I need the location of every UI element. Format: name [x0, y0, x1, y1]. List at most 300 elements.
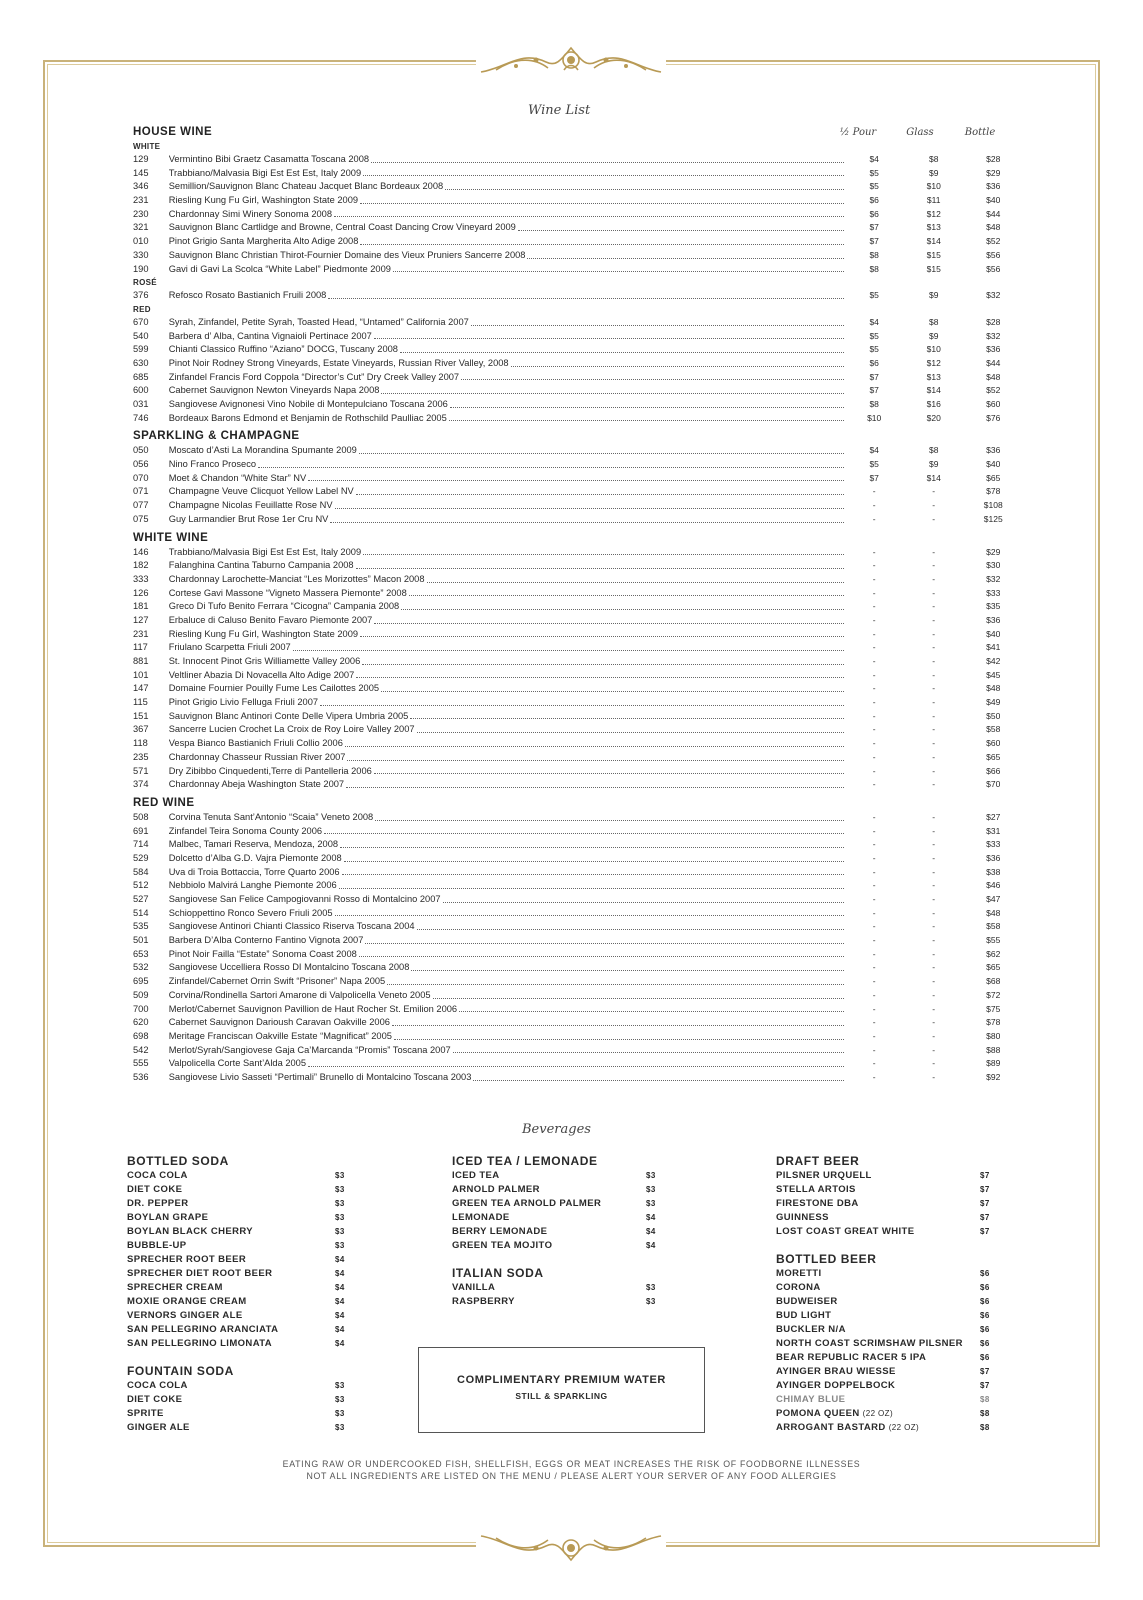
wine-name-cell — [169, 546, 845, 560]
beverage-section-title: ICED TEA / LEMONADE — [452, 1154, 598, 1168]
price-bottle: $60 — [986, 399, 1001, 409]
wine-name-cell — [169, 485, 845, 499]
wine-name-cell — [169, 893, 845, 907]
wine-row — [133, 499, 1023, 513]
wine-code: 509 — [133, 989, 149, 1000]
beverage-price: $7 — [980, 1367, 990, 1376]
beverage-name: LOST COAST GREAT WHITE — [776, 1226, 915, 1237]
wine-code: 881 — [133, 656, 149, 666]
price-glass: $8 — [928, 154, 939, 164]
beverage-name-cell — [776, 1169, 980, 1183]
disclaimer-line: NOT ALL INGREDIENTS ARE LISTED ON THE MENU / PLEASE ALERT YOUR SERVER OF ANY FOOD ALLERGIES — [306, 1471, 837, 1481]
wine-code: 127 — [133, 614, 149, 625]
price-half-pour: $5 — [869, 167, 879, 178]
price-bottle: $36 — [986, 181, 1001, 192]
beverage-section-title: BOTTLED BEER — [776, 1252, 877, 1266]
wine-code: 070 — [133, 472, 149, 483]
bottom-ornament-icon — [476, 1528, 666, 1568]
beverage-name: BEAR REPUBLIC RACER 5 IPA — [776, 1352, 927, 1363]
price-half-pour: - — [872, 852, 876, 863]
price-glass: - — [932, 852, 936, 863]
price-bottle: $32 — [986, 290, 1001, 301]
wine-code: 182 — [133, 560, 149, 571]
price-bottle: $48 — [986, 371, 1001, 382]
beverage-item — [127, 1239, 349, 1253]
dot-leader — [527, 249, 844, 259]
wine-name: Pinot Grigio Santa Margherita Alto Adige 2008 — [168, 236, 359, 247]
price-half-pour: - — [872, 614, 876, 625]
price-bottle: $52 — [986, 236, 1001, 247]
beverage-price: $6 — [980, 1325, 990, 1334]
price-glass: $8 — [928, 445, 939, 456]
wine-code: 230 — [133, 208, 149, 219]
dot-leader — [394, 1030, 844, 1040]
allergy-disclaimer — [100, 1458, 1043, 1482]
beverage-price: $4 — [646, 1213, 656, 1222]
beverage-price: $4 — [335, 1325, 345, 1334]
wine-name: Dry Zibibbo Cinquedenti,Terre di Pantelleria 2006 — [168, 765, 372, 776]
beverage-name: DIET COKE — [127, 1184, 183, 1195]
price-bottle: $108 — [983, 500, 1003, 511]
wine-name: Sauvignon Blanc Christian Thirot-Fournier Domaine des Vieux Pruniers Sancerre 2008 — [168, 249, 526, 260]
dot-leader — [347, 751, 844, 761]
beverage-price: $3 — [335, 1199, 345, 1208]
wine-code: 501 — [133, 935, 149, 946]
wine-code: 512 — [133, 880, 149, 891]
price-bottle: $65 — [986, 751, 1001, 762]
wine-name: Moscato d’Asti La Morandina Spumante 2009 — [168, 445, 357, 456]
price-half-pour: - — [872, 880, 876, 891]
beverage-price: $7 — [980, 1185, 990, 1194]
dot-leader — [371, 153, 844, 163]
wine-name: Uva di Troia Bottaccia, Torre Quarto 2006 — [168, 866, 340, 877]
price-glass: $11 — [926, 195, 941, 206]
price-bottle: $80 — [986, 1030, 1001, 1041]
wine-row — [133, 1071, 1023, 1085]
wine-code: 333 — [133, 573, 149, 584]
beverage-name: LEMONADE — [452, 1212, 510, 1223]
beverage-name: PILSNER URQUELL — [776, 1170, 872, 1181]
beverage-name-cell — [127, 1323, 335, 1337]
wine-row — [133, 723, 1023, 737]
price-glass: - — [932, 907, 936, 918]
price-bottle: $27 — [986, 811, 1001, 822]
wine-name: Greco Di Tufo Benito Ferrara “Cicogna” Campania 2008 — [168, 601, 400, 612]
dot-leader — [342, 866, 845, 876]
wine-code: 746 — [133, 412, 149, 423]
dot-leader — [410, 710, 844, 720]
beverage-name: SAN PELLEGRINO ARANCIATA — [127, 1324, 279, 1335]
wine-row — [133, 221, 1023, 235]
wine-row — [133, 208, 1023, 222]
price-glass: - — [932, 894, 936, 904]
wine-name: Barbera D’Alba Conterno Fantino Vignota 2007 — [168, 935, 364, 946]
price-half-pour: - — [872, 724, 876, 735]
wine-code: 542 — [133, 1044, 149, 1055]
beverage-name: BERRY LEMONADE — [452, 1226, 548, 1237]
wine-row — [133, 682, 1023, 696]
beverage-item — [127, 1183, 349, 1197]
dot-leader — [360, 235, 844, 245]
beverage-name-cell — [452, 1197, 646, 1211]
price-half-pour: $7 — [869, 371, 879, 382]
beverage-price: $3 — [335, 1381, 345, 1390]
beverage-name-cell — [776, 1309, 980, 1323]
wine-name: Cortese Gavi Massone “Vigneto Massera Piemonte” 2008 — [168, 587, 407, 598]
beverage-name-cell — [452, 1239, 646, 1253]
wine-code: 077 — [133, 500, 149, 511]
price-bottle: $29 — [986, 546, 1001, 557]
wine-name-cell — [169, 289, 845, 303]
wine-name-cell — [169, 559, 845, 573]
wine-name: Semillion/Sauvignon Blanc Chateau Jacquet Blanc Bordeaux 2008 — [168, 181, 444, 192]
wine-name: Pinot Noir Rodney Strong Vineyards, Estate Vineyards, Russian River Valley, 2008 — [168, 357, 509, 368]
wine-name-cell — [169, 1044, 845, 1058]
price-bottle: $32 — [986, 573, 1001, 584]
beverage-name: GINGER ALE — [127, 1422, 190, 1433]
wine-name-cell — [169, 948, 845, 962]
wine-name-cell — [169, 920, 845, 934]
price-glass: $13 — [926, 222, 941, 233]
dot-leader — [308, 472, 844, 482]
dot-leader — [427, 573, 845, 583]
dot-leader — [445, 180, 844, 190]
wine-row — [133, 444, 1023, 458]
beverage-name: VERNORS GINGER ALE — [127, 1310, 243, 1321]
price-bottle: $44 — [986, 357, 1001, 368]
price-glass: - — [932, 683, 936, 694]
wine-code: 535 — [133, 921, 149, 932]
wine-code: 151 — [133, 710, 149, 721]
wine-code: 071 — [133, 486, 149, 497]
beverage-name-cell — [776, 1197, 980, 1211]
price-bottle: $40 — [986, 459, 1001, 470]
dot-leader — [461, 371, 844, 381]
dot-leader — [345, 737, 845, 747]
price-bottle: $36 — [986, 852, 1001, 863]
price-half-pour: - — [872, 513, 876, 524]
price-bottle: $36 — [986, 445, 1001, 456]
wine-row — [133, 893, 1023, 907]
wine-name: Barbera d’ Alba, Cantina Vignaioli Pertinace 2007 — [168, 330, 372, 341]
price-half-pour: - — [872, 546, 876, 557]
wine-name-cell — [169, 852, 845, 866]
wine-row — [133, 559, 1023, 573]
water-subtitle: STILL & SPARKLING — [515, 1391, 608, 1401]
wine-name-cell — [169, 587, 845, 601]
price-glass: - — [932, 601, 936, 612]
wine-row — [133, 920, 1023, 934]
wine-name: Riesling Kung Fu Girl, Washington State 2009 — [168, 628, 359, 639]
beverage-price: $4 — [335, 1339, 345, 1348]
wine-name-cell — [169, 751, 845, 765]
wine-code: 235 — [133, 751, 149, 762]
dot-leader — [334, 208, 844, 218]
price-half-pour: - — [872, 935, 876, 946]
dot-leader — [471, 316, 845, 326]
beverage-price: $4 — [335, 1283, 345, 1292]
beverage-item — [452, 1239, 660, 1253]
complimentary-water-box — [418, 1347, 705, 1433]
price-half-pour: $8 — [869, 399, 879, 409]
beverage-item — [127, 1295, 349, 1309]
beverage-name-cell — [776, 1421, 980, 1435]
price-bottle: $35 — [986, 601, 1001, 612]
price-half-pour: - — [872, 642, 876, 653]
wine-code: 330 — [133, 249, 149, 260]
wine-name: Zinfandel/Cabernet Orrin Swift “Prisoner” Napa 2005 — [168, 976, 386, 987]
beverage-name: ARNOLD PALMER — [452, 1184, 540, 1195]
dot-leader — [450, 398, 845, 408]
wine-row — [133, 641, 1023, 655]
price-half-pour: - — [872, 976, 876, 987]
dot-leader — [449, 412, 845, 422]
wine-code: 508 — [133, 811, 149, 822]
price-half-pour: $5 — [869, 459, 879, 470]
wine-code: 374 — [133, 779, 149, 790]
beverage-item — [776, 1393, 994, 1407]
beverage-item — [776, 1421, 994, 1435]
wine-name: Meritage Franciscan Oakville Estate “Magnificat” 2005 — [168, 1030, 392, 1041]
price-half-pour: $5 — [869, 181, 879, 192]
wine-name: Domaine Fournier Pouilly Fume Les Cailottes 2005 — [168, 683, 380, 694]
price-bottle: $31 — [986, 825, 1001, 836]
wine-code: 129 — [133, 154, 149, 164]
wine-code: 117 — [133, 642, 148, 653]
dot-leader — [473, 1071, 844, 1081]
wine-code: 118 — [133, 738, 148, 749]
beverage-price: $3 — [646, 1297, 656, 1306]
wine-name-cell — [169, 343, 845, 357]
beverage-column-beer — [776, 1153, 994, 1435]
beverage-price: $6 — [980, 1339, 990, 1348]
wine-name-cell — [169, 221, 845, 235]
beverage-name-cell — [127, 1337, 335, 1351]
wine-row — [133, 1003, 1023, 1017]
wine-name-cell — [169, 1071, 845, 1085]
beverage-item — [776, 1337, 994, 1351]
dot-leader — [518, 221, 845, 231]
wine-name-cell — [169, 208, 845, 222]
price-glass: - — [932, 1017, 936, 1028]
beverage-price: $3 — [335, 1171, 345, 1180]
beverage-item — [127, 1309, 349, 1323]
beverage-name-cell — [452, 1183, 646, 1197]
wine-name-cell — [169, 655, 845, 669]
beverage-price: $3 — [646, 1171, 656, 1180]
wine-name: Friulano Scarpetta Friuli 2007 — [168, 642, 291, 653]
dot-leader — [374, 330, 845, 340]
dot-leader — [374, 765, 845, 775]
dot-leader — [381, 384, 844, 394]
beverage-item — [127, 1267, 349, 1281]
wine-code: 685 — [133, 371, 149, 382]
price-half-pour: - — [872, 560, 876, 571]
col-head-bottle: Bottle — [964, 127, 996, 138]
wine-code: 700 — [133, 1003, 149, 1014]
price-bottle: $88 — [986, 1044, 1001, 1055]
wine-list-title: Wine List — [528, 103, 591, 118]
beverage-name: CHIMAY BLUE — [776, 1394, 846, 1405]
beverage-price: $3 — [646, 1283, 656, 1292]
beverage-name: GREEN TEA MOJITO — [452, 1240, 553, 1251]
price-half-pour: - — [872, 825, 876, 836]
beverage-size-note: (22 OZ) — [888, 1423, 920, 1432]
wine-row — [133, 628, 1023, 642]
wine-row — [133, 587, 1023, 601]
price-bottle: $30 — [986, 560, 1001, 571]
wine-name: Cabernet Sauvignon Newton Vineyards Napa 2008 — [168, 385, 380, 396]
price-bottle: $29 — [986, 167, 1001, 178]
beverage-item — [127, 1323, 349, 1337]
beverage-item — [776, 1379, 994, 1393]
price-half-pour: - — [872, 948, 876, 959]
beverage-price: $4 — [335, 1255, 345, 1264]
wine-name-cell — [169, 961, 845, 975]
wine-row — [133, 737, 1023, 751]
beverage-price: $3 — [646, 1185, 656, 1194]
price-bottle: $78 — [986, 486, 1001, 497]
wine-row — [133, 194, 1023, 208]
wine-name-cell — [169, 1030, 845, 1044]
beverage-price: $3 — [335, 1395, 345, 1404]
price-bottle: $46 — [986, 880, 1001, 891]
price-glass: - — [932, 710, 936, 721]
beverage-item — [452, 1211, 660, 1225]
price-glass: - — [932, 486, 936, 497]
wine-subsection-title: ROSÉ — [133, 278, 157, 288]
price-bottle: $48 — [986, 222, 1001, 233]
wine-name: Valpolicella Corte Sant’Alda 2005 — [168, 1058, 307, 1069]
beverage-name-cell — [127, 1281, 335, 1295]
price-glass: - — [932, 1030, 936, 1041]
beverage-item — [452, 1183, 660, 1197]
wine-code: 126 — [133, 587, 149, 598]
price-bottle: $33 — [986, 587, 1001, 598]
wine-row — [133, 573, 1023, 587]
price-glass: $12 — [926, 357, 941, 368]
dot-leader — [344, 852, 845, 862]
price-glass: - — [932, 935, 936, 946]
dot-leader — [320, 696, 844, 706]
beverage-name-cell — [127, 1183, 335, 1197]
section-spacer — [127, 1351, 349, 1363]
price-glass: $16 — [926, 399, 941, 409]
wine-name-cell — [169, 723, 845, 737]
price-bottle: $28 — [986, 154, 1001, 164]
wine-row — [133, 384, 1023, 398]
wine-row — [133, 879, 1023, 893]
price-half-pour: - — [872, 669, 876, 680]
price-half-pour: - — [872, 989, 876, 1000]
wine-row — [133, 263, 1023, 277]
wine-row — [133, 710, 1023, 724]
wine-row — [133, 669, 1023, 683]
wine-row — [133, 989, 1023, 1003]
wine-name-cell — [169, 696, 845, 710]
beverage-item — [127, 1281, 349, 1295]
beverage-item — [127, 1393, 349, 1407]
beverage-name-cell — [776, 1225, 980, 1239]
price-bottle: $38 — [986, 866, 1001, 877]
price-bottle: $70 — [986, 779, 1001, 790]
wine-name: Zinfandel Francis Ford Coppola “Director’s Cut” Dry Creek Valley 2007 — [168, 371, 460, 382]
price-bottle: $65 — [986, 472, 1001, 483]
wine-row — [133, 1057, 1023, 1071]
beverage-item — [776, 1323, 994, 1337]
price-bottle: $125 — [983, 513, 1003, 524]
wine-code: 532 — [133, 962, 149, 973]
wine-code: 145 — [133, 167, 149, 178]
beverage-name: RASPBERRY — [452, 1296, 515, 1307]
price-glass: $9 — [928, 167, 939, 178]
wine-name: Trabbiano/Malvasia Bigi Est Est Est, Italy 2009 — [168, 167, 362, 178]
beverage-item — [776, 1183, 994, 1197]
beverage-item — [776, 1169, 994, 1183]
price-half-pour: $7 — [869, 472, 879, 483]
price-bottle: $40 — [986, 628, 1001, 639]
wine-name: Chardonnay Abeja Washington State 2007 — [168, 779, 345, 790]
price-glass: - — [932, 560, 936, 571]
dot-leader — [401, 600, 844, 610]
wine-code: 346 — [133, 181, 149, 192]
wine-code: 010 — [133, 236, 149, 247]
beverage-name-cell — [127, 1295, 335, 1309]
beverage-price: $4 — [335, 1297, 345, 1306]
dot-leader — [356, 559, 845, 569]
wine-code: 031 — [133, 399, 149, 409]
price-half-pour: - — [872, 921, 876, 932]
wine-name-cell — [169, 1016, 845, 1030]
price-bottle: $76 — [986, 412, 1001, 423]
price-glass: - — [932, 779, 936, 790]
price-glass: - — [932, 724, 936, 735]
dot-leader — [411, 961, 844, 971]
beverage-price: $7 — [980, 1213, 990, 1222]
beverage-item — [127, 1337, 349, 1351]
beverage-name: SPRECHER CREAM — [127, 1282, 223, 1293]
price-half-pour: - — [872, 811, 876, 822]
price-glass: - — [932, 669, 936, 680]
price-bottle: $36 — [986, 614, 1001, 625]
price-glass: - — [932, 642, 936, 653]
wine-row — [133, 546, 1023, 560]
beverage-name-cell — [776, 1211, 980, 1225]
wine-subsection-title: WHITE — [133, 142, 161, 151]
beverage-name: MORETTI — [776, 1268, 822, 1279]
beverage-name-cell — [776, 1323, 980, 1337]
beverage-name-cell — [127, 1421, 335, 1435]
beverage-name: SPRECHER ROOT BEER — [127, 1254, 247, 1265]
col-head-glass: Glass — [906, 127, 934, 138]
price-half-pour: - — [872, 573, 876, 584]
section-spacer — [776, 1239, 994, 1251]
wine-row — [133, 765, 1023, 779]
dot-leader — [356, 669, 844, 679]
wine-row — [133, 398, 1023, 412]
beverage-section-title: FOUNTAIN SODA — [127, 1364, 234, 1378]
beverage-name: AYINGER DOPPELBOCK — [776, 1380, 896, 1391]
wine-row — [133, 975, 1023, 989]
beverage-item — [776, 1309, 994, 1323]
price-glass: - — [932, 1003, 936, 1014]
wine-subsection-title: RED — [133, 304, 151, 314]
wine-name-cell — [169, 866, 845, 880]
wine-name: Trabbiano/Malvasia Bigi Est Est Est, Italy 2009 — [168, 546, 362, 557]
price-glass: $8 — [928, 316, 939, 327]
beverage-name: BOYLAN GRAPE — [127, 1212, 209, 1223]
price-glass: $13 — [926, 371, 941, 382]
